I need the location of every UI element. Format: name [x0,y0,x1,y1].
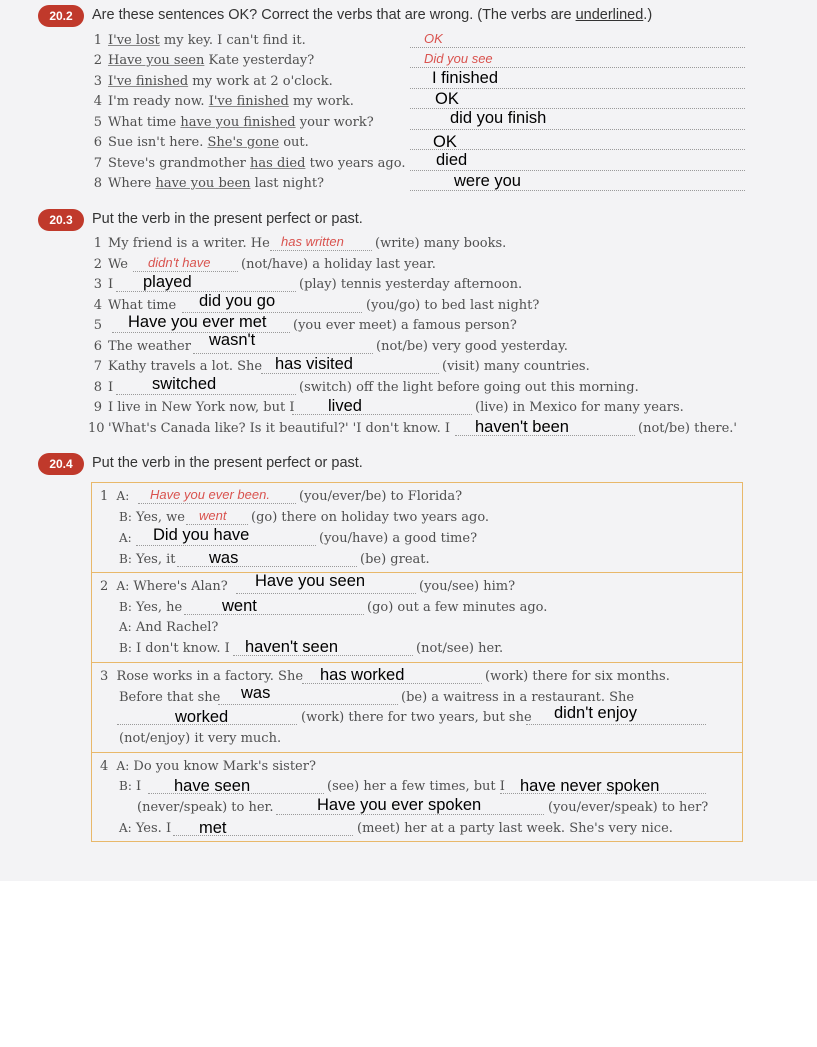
item-number: 5 [93,115,102,130]
sentence-20-3-2 [88,257,128,272]
speaker-label: A: [116,759,130,773]
sentence-text: Where's Alan? [133,579,228,594]
answer-input[interactable]: OK [435,90,459,108]
sentence-20-3-9 [88,400,294,415]
exercise-badge-20-4: 20.4 [38,453,84,475]
verb-hint: (work) there for two years, but she [301,710,532,725]
verb-hint: (you/ever/speak) to her? [548,800,709,815]
item-number: 10 [88,421,105,436]
verb-hint: (you/ever/be) to Florida? [299,489,463,504]
answer-input[interactable]: died [436,151,468,169]
answer-line [193,353,373,354]
answer-line [410,129,745,130]
answer-line [136,545,316,546]
answer-input[interactable]: wasn't [209,331,256,349]
sentence-text: my work. [288,94,354,109]
sentence-text: Before that she [119,690,221,705]
sentence-20-3-8 [88,380,113,395]
underlined-verb: I've finished [208,94,289,109]
dialogue-1-line-4 [119,552,175,567]
verb-hint: (meet) her at a party last week. She's very nice. [357,821,673,836]
verb-hint: (be) a waitress in a restaurant. She [401,690,635,705]
item-number: 8 [93,380,102,395]
example-answer: Did you see [424,51,493,66]
dialogue-4-line-1 [100,759,316,774]
item-number: 3 [93,277,102,292]
answer-line [410,170,745,171]
sentence-text: I [108,380,114,395]
example-answer: Have you ever been. [150,487,270,502]
verb-hint: (switch) off the light before going out this morning. [299,380,639,395]
item-number: 1 [93,33,102,48]
dialogue-2-line-2 [119,600,182,615]
sentence-20-3-4 [88,298,176,313]
answer-line [186,524,248,525]
example-answer: didn't have [148,255,211,270]
sentence-text: Do you know Mark's sister? [133,759,316,774]
sentence-text: two years ago. [305,156,406,171]
answer-input[interactable]: did you finish [450,109,547,127]
answer-line [133,271,238,272]
exercise-badge-20-2: 20.2 [38,5,84,27]
item-number: 7 [93,156,102,171]
speaker-label: A: [119,821,132,835]
sentence-text: my work at 2 o'clock. [188,74,333,89]
sentence-text: Rose works in a factory. She [116,669,304,684]
sentence-20-3-5 [88,318,108,333]
answer-input[interactable]: has worked [320,666,405,684]
exercise-instruction-20-4: Put the verb in the present perfect or past. [92,455,363,471]
speaker-label: B: [119,600,132,614]
verb-hint: (not/be) very good yesterday. [376,339,568,354]
answer-input[interactable]: has visited [275,355,353,373]
sentence-20-3-10 [88,421,450,436]
answer-input[interactable]: met [199,819,227,837]
answer-input[interactable]: Have you ever spoken [317,796,482,814]
item-number: 3 [93,74,102,89]
exercise-instruction-20-3: Put the verb in the present perfect or past. [92,211,363,227]
example-answer: went [199,508,227,523]
answer-input[interactable]: haven't seen [245,638,339,656]
sentence-text: And Rachel? [135,620,219,635]
answer-input[interactable]: have seen [174,777,251,795]
underlined-verb: I've finished [108,74,189,89]
sentence-text: My friend is a writer. He [108,236,270,251]
answer-line [292,414,472,415]
sentence-text: The weather [108,339,191,354]
dialogue-4-line-4 [119,821,171,836]
answer-input[interactable]: was [241,684,271,702]
sentence-text: my key. I can't find it. [159,33,306,48]
sentence-text: Yes, it [136,552,176,567]
sentence-text: We [108,257,128,272]
speaker-label: B: [119,779,132,793]
answer-input[interactable]: switched [152,375,217,393]
answer-line [410,67,745,68]
sentence-text: out. [279,135,309,150]
example-answer: has written [281,234,344,249]
sentence-text: Kathy travels a lot. She [108,359,263,374]
verb-hint: (play) tennis yesterday afternoon. [299,277,523,292]
speaker-label: B: [119,641,132,655]
sentence-20-2-6 [88,135,309,150]
answer-line [218,704,398,705]
divider [91,662,743,663]
sentence-20-2-5 [88,115,374,130]
answer-line [236,593,416,594]
answer-input[interactable]: Have you seen [255,572,366,590]
dialogue-2-line-1 [100,579,228,594]
sentence-20-2-3 [88,74,333,89]
exercise-instruction-20-2 [92,7,652,23]
verb-hint: (live) in Mexico for many years. [475,400,684,415]
sentence-text: What time [108,115,181,130]
sentence-text: 'What's Canada like? Is it beautiful?' 'I don't know. I [108,421,451,436]
sentence-text: Yes, we [136,510,185,525]
answer-input[interactable]: did you go [199,292,276,310]
answer-input[interactable]: was [209,549,239,567]
answer-line [112,332,290,333]
dialogue-2-line-3 [119,620,218,635]
verb-hint: (write) many books. [375,236,507,251]
item-number: 1 [93,236,102,251]
dialogue-1-line-3 [119,531,132,546]
verb-hint: (you ever meet) a famous person? [293,318,517,333]
item-number: 5 [93,318,102,333]
answer-input[interactable]: I finished [432,69,499,87]
answer-line [526,724,706,725]
sentence-20-2-7 [88,156,406,171]
answer-input[interactable]: have never spoken [520,777,660,795]
sentence-text: I'm ready now. [108,94,209,109]
speaker-label: A: [119,620,132,634]
item-number: 3 [100,669,109,684]
verb-hint: (go) out a few minutes ago. [367,600,548,615]
instruction-text: Are these sentences OK? Correct the verbs that are wrong. (The verbs are [92,7,576,23]
answer-line [184,614,364,615]
dialogue-1-line-2 [119,510,185,525]
sentence-text: your work? [295,115,374,130]
answer-line [410,88,745,89]
verb-hint: (go) there on holiday two years ago. [251,510,490,525]
sentence-20-2-8 [88,176,324,191]
answer-input[interactable]: worked [175,708,229,726]
sentence-text: I [108,277,114,292]
sentence-20-3-7 [88,359,262,374]
answer-input[interactable]: haven't been [475,418,569,436]
answer-line [138,503,296,504]
instruction-underlined: underlined [575,7,644,23]
answer-input[interactable]: went [222,597,257,615]
item-number: 4 [93,94,102,109]
answer-line [410,47,745,48]
underlined-verb: have you finished [180,115,296,130]
dialogue-4-line-3: (never/speak) to her. [137,800,274,815]
speaker-label: A: [119,531,132,545]
sentence-text: Steve's grandmother [108,156,251,171]
exercise-badge-20-3: 20.3 [38,209,84,231]
underlined-verb: I've lost [108,33,160,48]
verb-hint: (visit) many countries. [442,359,590,374]
answer-line [270,250,372,251]
sentence-text: I [136,779,142,794]
dialogue-1-line-1 [100,489,129,504]
sentence-text: Where [108,176,156,191]
underlined-verb: has died [250,156,306,171]
speaker-label: B: [119,552,132,566]
item-number: 9 [93,400,102,415]
speaker-label: A: [116,489,130,503]
dialogue-4-line-2 [119,779,141,794]
verb-hint: (you/have) a good time? [319,531,478,546]
sentence-20-2-2 [88,53,314,68]
divider [91,752,743,753]
answer-input[interactable]: OK [433,133,457,151]
item-number: 7 [93,359,102,374]
sentence-20-3-1 [88,236,270,251]
item-number: 6 [93,339,102,354]
example-answer: OK [424,31,443,46]
instruction-end: .) [643,7,653,23]
item-number: 2 [93,257,102,272]
sentence-20-3-3 [88,277,113,292]
answer-line [410,149,745,150]
verb-hint: (you/go) to bed last night? [366,298,540,313]
verb-hint: (not/see) her. [416,641,504,656]
answer-line [116,394,296,395]
sentence-text: Kate yesterday? [204,53,315,68]
dialogue-2-line-4 [119,641,230,656]
answer-input[interactable]: were you [454,172,521,190]
sentence-text: last night? [250,176,325,191]
item-number: 2 [93,53,102,68]
dialogue-3-line-4: (not/enjoy) it very much. [119,731,282,746]
verb-hint: (not/be) there.' [638,421,737,436]
verb-hint: (be) great. [360,552,430,567]
answer-input[interactable]: lived [328,397,362,415]
underlined-verb: She's gone [207,135,280,150]
item-number: 4 [100,759,109,774]
item-number: 8 [93,176,102,191]
sentence-text: I live in New York now, but I [108,400,295,415]
verb-hint: (you/see) him? [419,579,516,594]
underlined-verb: have you been [155,176,251,191]
item-number: 6 [93,135,102,150]
answer-input[interactable]: Did you have [153,526,250,544]
sentence-20-2-1 [88,33,306,48]
verb-hint: (work) there for six months. [485,669,670,684]
underlined-verb: Have you seen [108,53,205,68]
sentence-text: What time [108,298,177,313]
speaker-label: B: [119,510,132,524]
sentence-20-3-6 [88,339,191,354]
item-number: 4 [93,298,102,313]
sentence-20-2-4 [88,94,354,109]
item-number: 2 [100,579,109,594]
dialogue-3-line-1 [100,669,303,684]
divider [91,572,743,573]
answer-input[interactable]: Have you ever met [128,313,267,331]
answer-input[interactable]: played [143,273,192,291]
verb-hint: (not/have) a holiday last year. [241,257,436,272]
item-number: 1 [100,489,109,504]
sentence-text: Yes. I [135,821,172,836]
dialogue-3-line-2 [119,690,220,705]
verb-hint: (see) her a few times, but I [327,779,505,794]
sentence-text: Yes, he [136,600,183,615]
sentence-text: Sue isn't here. [108,135,208,150]
speaker-label: A: [116,579,130,593]
answer-line [177,566,357,567]
answer-input[interactable]: didn't enjoy [554,704,637,722]
sentence-text: I don't know. I [136,641,230,656]
